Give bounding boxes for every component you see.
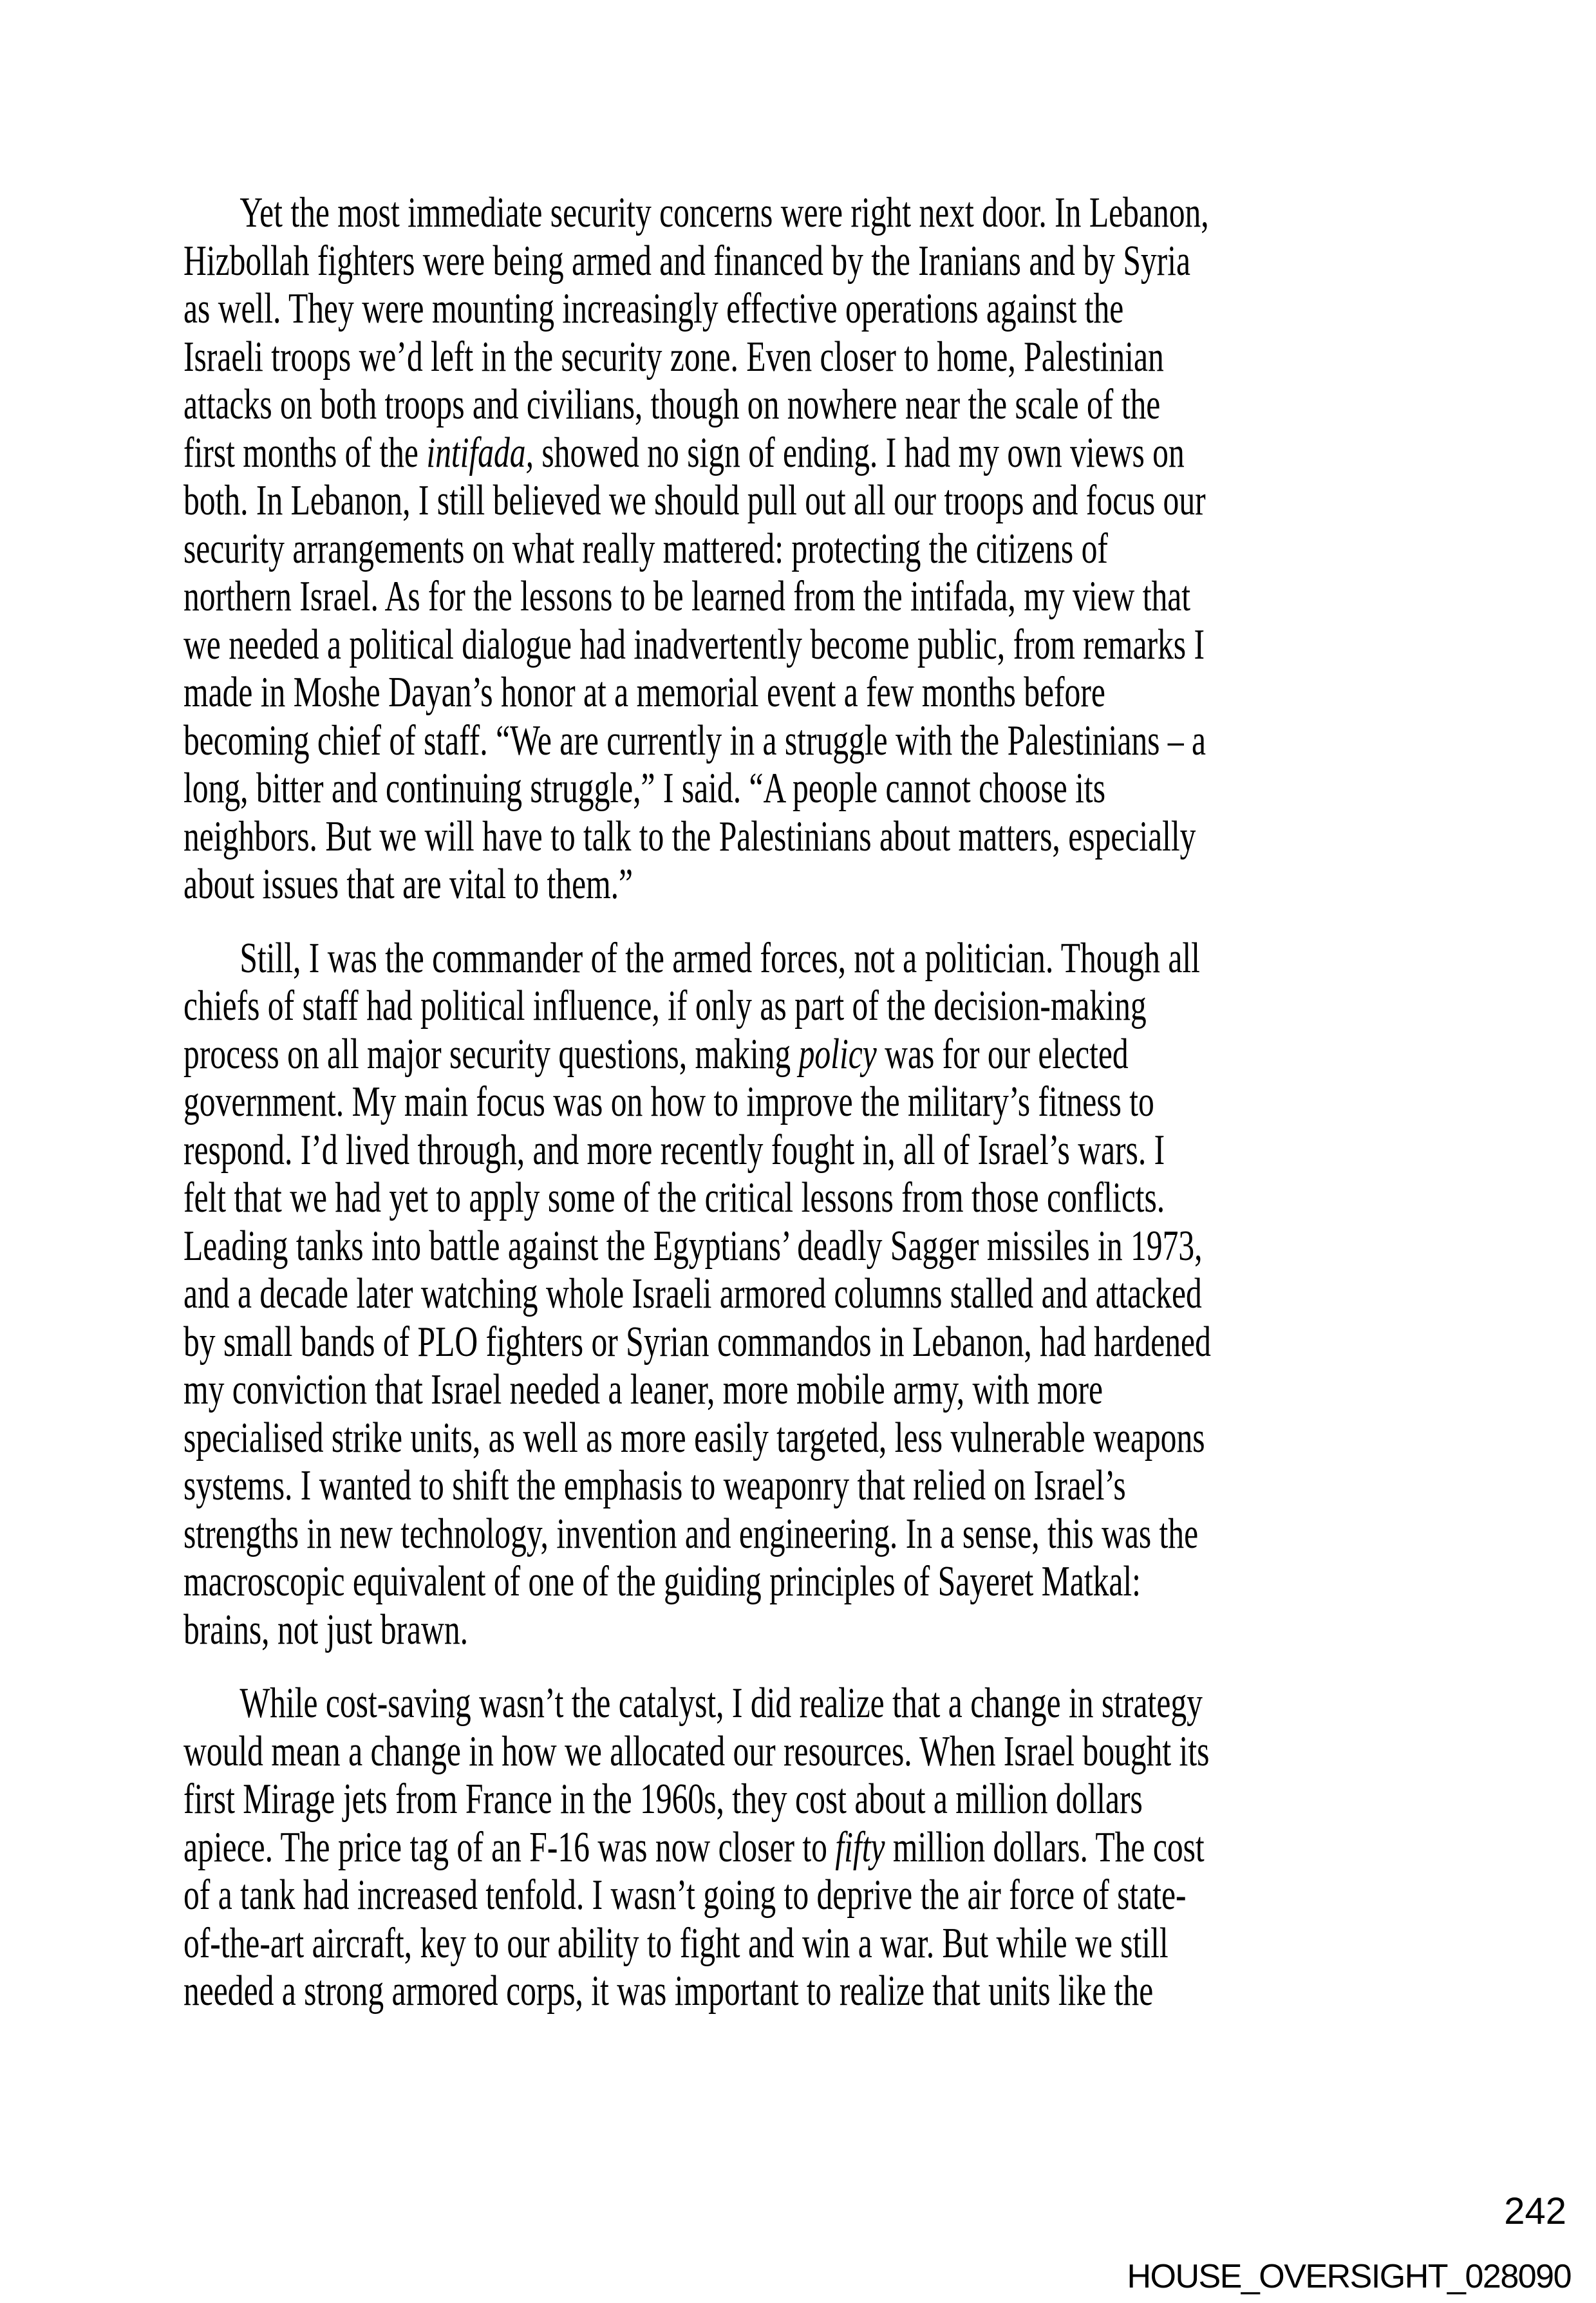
text-line: northern Israel. As for the lessons to be learned from the intifada, my view that [183,572,1191,620]
text-line: process on all major security questions, making policy was for our elected [183,1029,1129,1078]
text-line: specialised strike units, as well as more easily targeted, less vulnerable weapons [183,1413,1205,1462]
text-line: becoming chief of staff. “We are currently in a struggle with the Palestinians – a [183,716,1206,764]
text-line: we needed a political dialogue had inadvertently become public, from remarks I [183,620,1205,668]
body-text [183,189,1404,2041]
text-line: security arrangements on what really mattered: protecting the citizens of [183,524,1108,572]
text-line: chiefs of staff had political influence, if only as part of the decision-making [183,982,1147,1029]
text-line: needed a strong armored corps, it was important to realize that units like the [183,1967,1154,2015]
paragraph [183,189,1404,908]
text-line: neighbors. But we will have to talk to the Palestinians about matters, especially [183,812,1196,860]
text-line: of a tank had increased tenfold. I wasn’t going to deprive the air force of state- [183,1871,1187,1919]
text-line: and a decade later watching whole Israeli armored columns stalled and attacked [183,1270,1202,1317]
bates-number: HOUSE_OVERSIGHT_028090 [1127,2258,1571,2295]
text-line: long, bitter and continuing struggle,” I said. “A people cannot choose its [183,764,1105,812]
text-line: would mean a change in how we allocated our resources. When Israel bought its [183,1727,1210,1775]
text-line: felt that we had yet to apply some of the critical lessons from those conflicts. [183,1174,1165,1221]
text-line: Still, I was the commander of the armed forces, not a politician. Though all [239,934,1200,982]
text-line: apiece. The price tag of an F-16 was now closer to fifty million dollars. The cost [183,1823,1205,1871]
text-line: government. My main focus was on how to improve the military’s fitness to [183,1078,1154,1125]
text-line: by small bands of PLO fighters or Syrian commandos in Lebanon, had hardened [183,1317,1211,1366]
text-line: Yet the most immediate security concerns were right next door. In Lebanon, [239,189,1209,236]
text-line: Hizbollah fighters were being armed and financed by the Iranians and by Syria [183,236,1190,285]
text-line: first Mirage jets from France in the 1960s, they cost about a million dollars [183,1775,1143,1823]
text-line: strengths in new technology, invention and engineering. In a sense, this was the [183,1509,1199,1557]
paragraph [183,934,1404,1654]
page-number: 242 [1504,2190,1566,2232]
text-line: While cost-saving wasn’t the catalyst, I did realize that a change in strategy [239,1679,1203,1727]
text-line: made in Moshe Dayan’s honor at a memorial event a few months before [183,668,1105,716]
text-line: Leading tanks into battle against the Egyptians’ deadly Sagger missiles in 1973, [183,1221,1203,1270]
text-line: my conviction that Israel needed a leaner, more mobile army, with more [183,1366,1103,1413]
text-line: both. In Lebanon, I still believed we should pull out all our troops and focus our [183,476,1206,524]
text-line: as well. They were mounting increasingly effective operations against the [183,285,1124,332]
text-line: of-the-art aircraft, key to our ability to fight and win a war. But while we still [183,1919,1169,1967]
text-line: respond. I’d lived through, and more recently fought in, all of Israel’s wars. I [183,1125,1165,1174]
text-line: systems. I wanted to shift the emphasis to weaponry that relied on Israel’s [183,1462,1126,1509]
text-line: macroscopic equivalent of one of the guiding principles of Sayeret Matkal: [183,1557,1141,1605]
text-line: attacks on both troops and civilians, though on nowhere near the scale of the [183,381,1161,428]
text-line: first months of the intifada, showed no sign of ending. I had my own views on [183,428,1185,476]
text-line: about issues that are vital to them.” [183,860,634,908]
text-line: brains, not just brawn. [183,1605,469,1653]
text-line: Israeli troops we’d left in the security zone. Even closer to home, Palestinian [183,332,1164,381]
paragraph [183,1679,1404,2015]
